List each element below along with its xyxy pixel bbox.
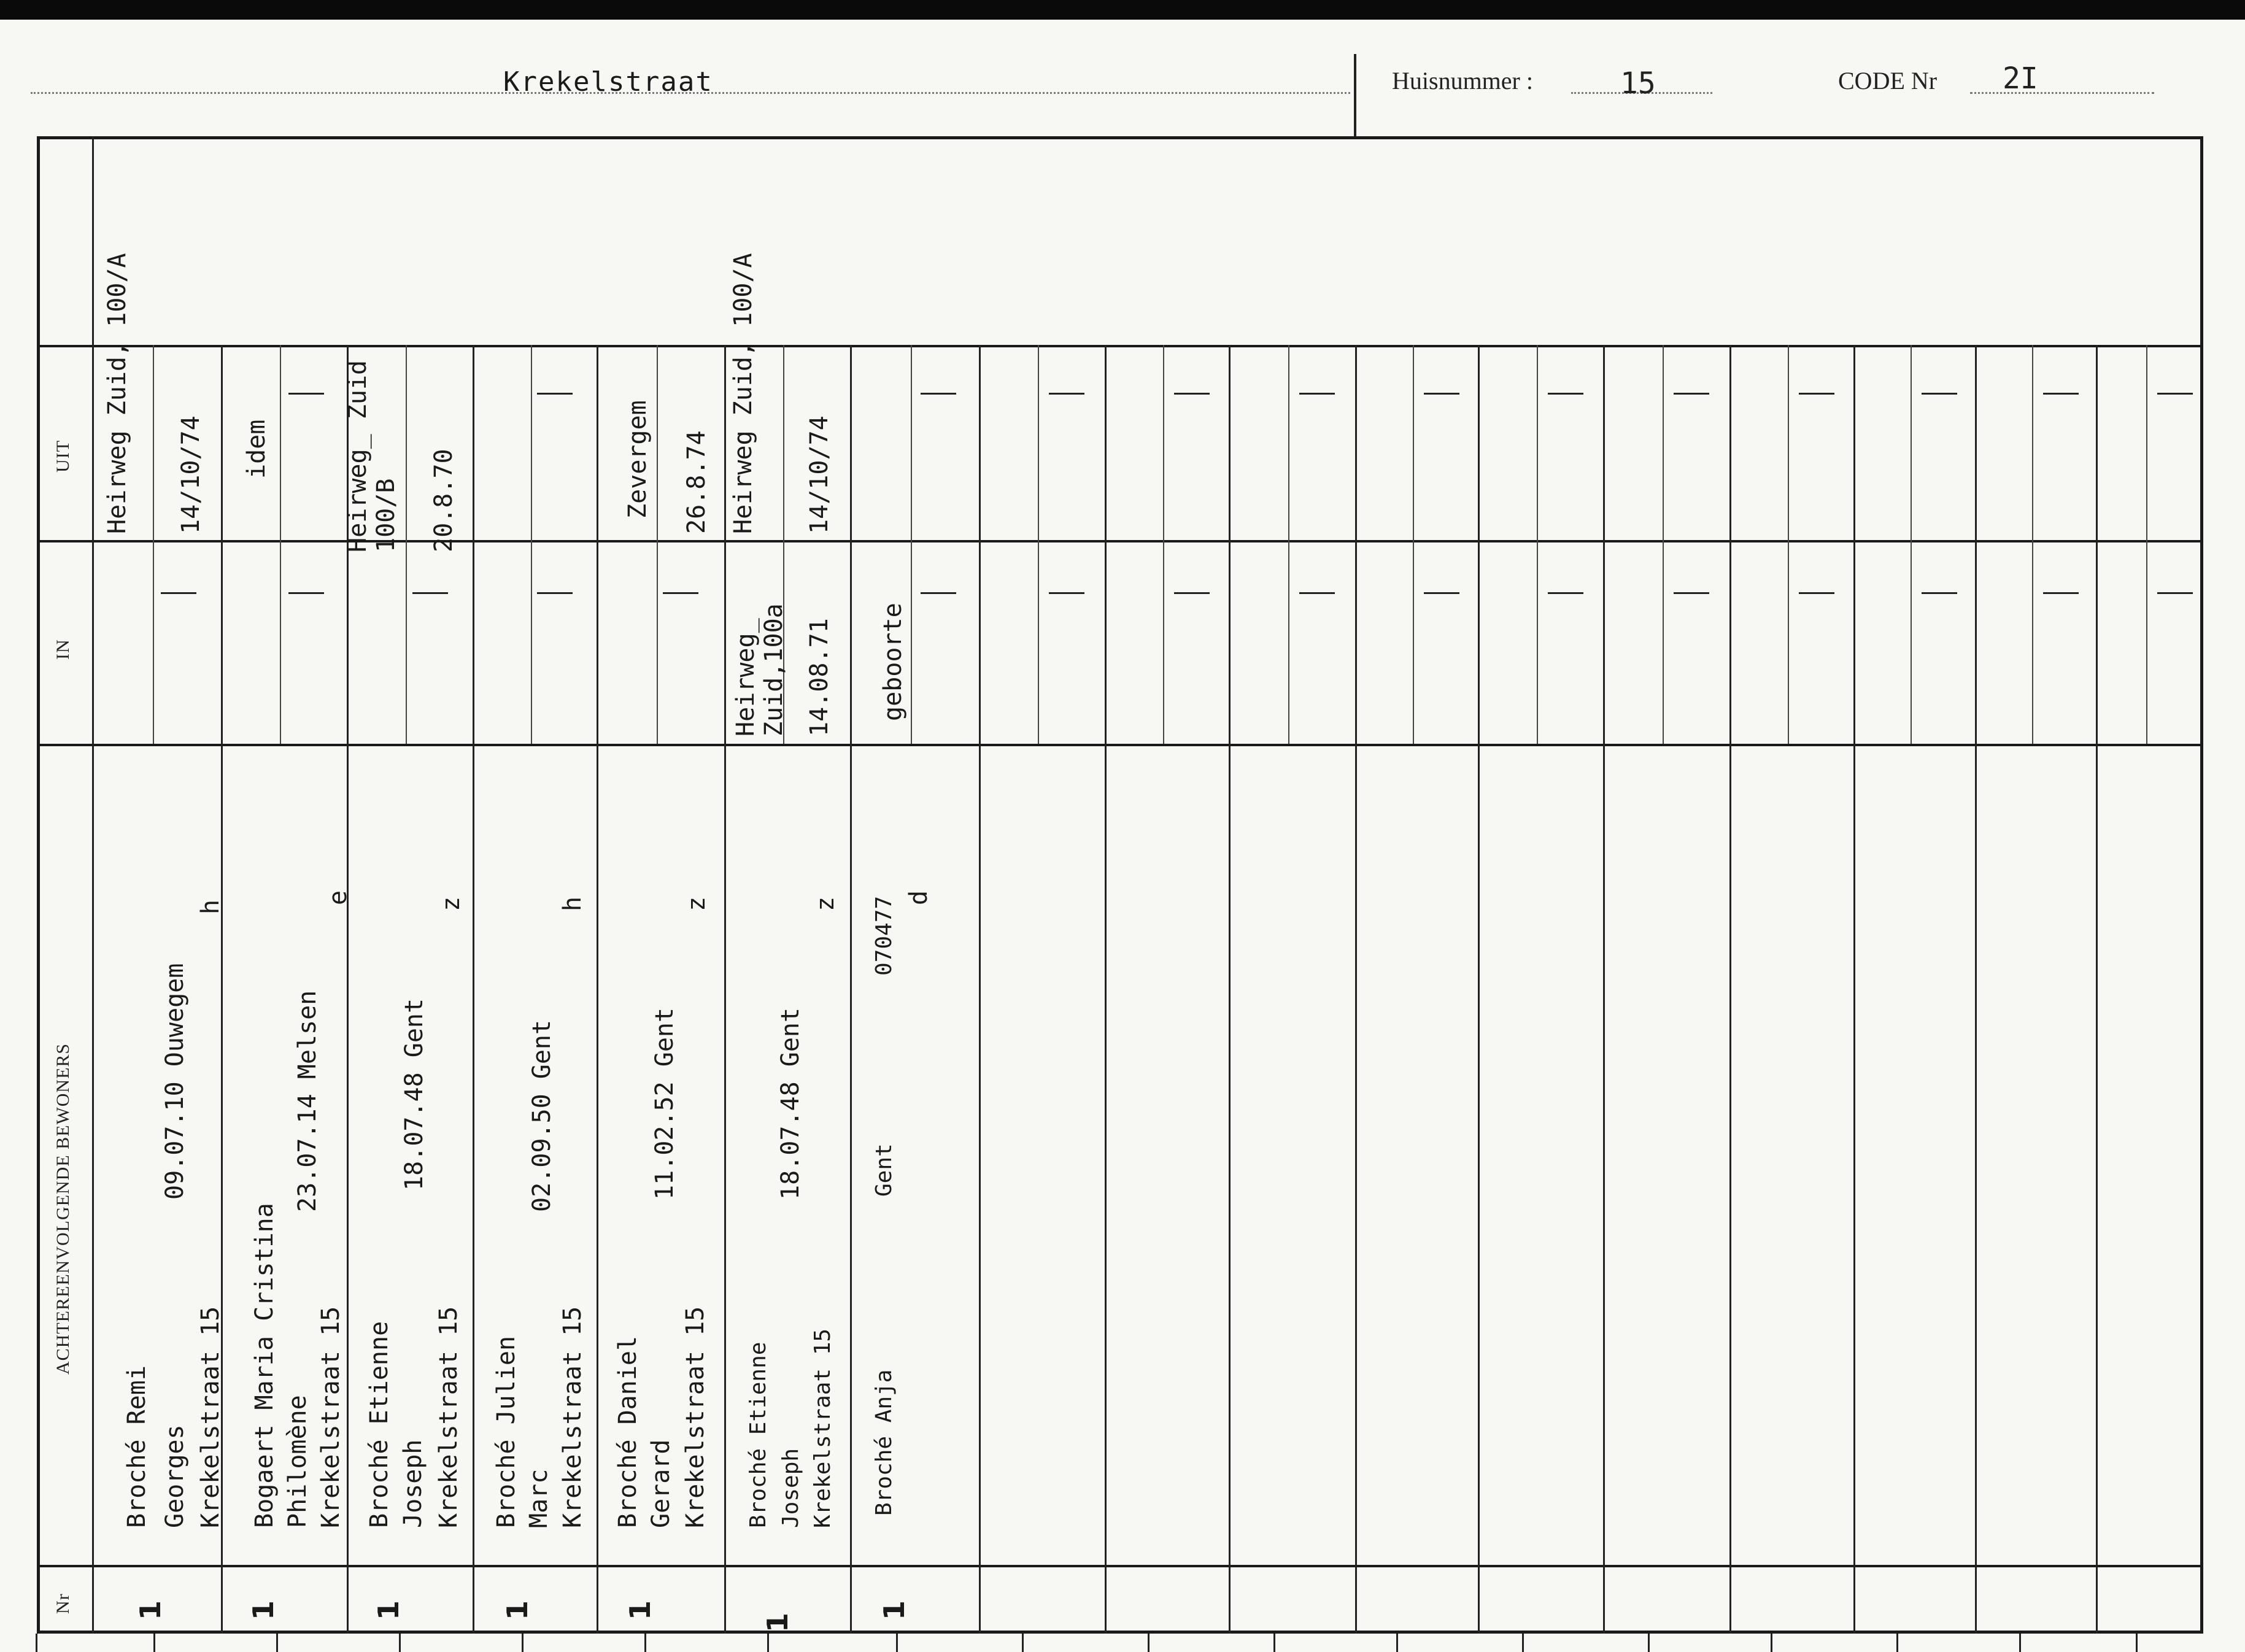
resident-nr: 1 [761, 1612, 794, 1632]
top-scan-edge [0, 0, 2245, 20]
empty-cell-dash [2043, 592, 2079, 594]
code-value: 2I [2003, 61, 2038, 96]
column-divider [1229, 345, 1231, 1634]
empty-cell-dash [921, 393, 956, 395]
in-date: 14.08.71 [805, 618, 833, 736]
code-label: CODE Nr [1838, 67, 1938, 95]
column-divider [1355, 345, 1357, 1634]
resident-address: Krekelstraat 15 [196, 1306, 225, 1528]
empty-cell-dash [537, 393, 573, 395]
bottom-tick [276, 1634, 278, 1652]
street-name: Krekelstraat [503, 66, 713, 98]
resident-birth: 11.02.52 Gent [651, 1007, 679, 1200]
resident-nr: 1 [247, 1600, 280, 1620]
resident-given-name: Joseph [778, 1448, 803, 1528]
huisnummer-label: Huisnummer : [1392, 67, 1533, 95]
cell-subdivider [1537, 345, 1538, 744]
cell-subdivider [406, 345, 407, 744]
column-divider [473, 345, 474, 1634]
empty-cell-dash [1424, 393, 1459, 395]
empty-cell-dash [412, 592, 448, 594]
bottom-tick [1771, 1634, 1772, 1652]
resident-name: Broché Remi [123, 1365, 151, 1528]
empty-cell-dash [1799, 393, 1834, 395]
resident-name: Broché Daniel [614, 1335, 642, 1528]
bottom-tick [1396, 1634, 1398, 1652]
cell-subdivider [657, 345, 658, 744]
empty-cell-dash [1424, 592, 1459, 594]
column-divider [979, 345, 981, 1634]
resident-given-name: Joseph [399, 1439, 427, 1528]
bottom-tick [399, 1634, 401, 1652]
cell-subdivider [1038, 345, 1039, 744]
resident-name: Broché Etienne [365, 1321, 393, 1528]
resident-nr: 1 [134, 1600, 167, 1620]
empty-cell-dash [1548, 393, 1583, 395]
cell-subdivider [1288, 345, 1289, 744]
resident-birth: 18.07.48 Gent [400, 998, 428, 1191]
resident-birth: 02.09.50 Gent [528, 1019, 556, 1212]
in-label: IN [53, 639, 73, 660]
cell-subdivider [1163, 345, 1164, 744]
uit-place: Zevergem [624, 400, 652, 519]
resident-extra: 070477 [871, 895, 897, 976]
empty-cell-dash [1174, 393, 1210, 395]
empty-cell-dash [1299, 592, 1335, 594]
bottom-tick [1273, 1634, 1275, 1652]
uit-place: idem [242, 419, 271, 479]
cell-subdivider [1663, 345, 1664, 744]
cell-subdivider [2146, 345, 2147, 744]
in-place: Heirweg_ Zuid,100a [732, 603, 788, 736]
uit-date: 14/10/74 [805, 415, 833, 534]
uit-date: 26.8.74 [682, 430, 711, 534]
grid-line-bewoners-top [37, 744, 2203, 746]
resident-birth: Gent [871, 1143, 897, 1197]
uit-place: Heirweg Zuid, 100/A [729, 253, 757, 534]
code-dotted-line [1970, 92, 2154, 94]
bottom-tick [1648, 1634, 1650, 1652]
header-divider [1354, 54, 1356, 137]
resident-given-name: Gerard [647, 1439, 675, 1528]
uit-label: UIT [53, 440, 73, 473]
column-divider [1105, 345, 1107, 1634]
bewoners-label: ACHTEREENVOLGENDE BEWONERS [53, 1043, 73, 1375]
cell-subdivider [2032, 345, 2033, 744]
resident-name: Broché Anja [871, 1369, 897, 1516]
resident-mark: z [682, 896, 711, 911]
empty-cell-dash [288, 592, 324, 594]
uit-place: Heirweg_ Zuid 100/B [344, 360, 400, 552]
column-divider [1603, 345, 1605, 1634]
cell-subdivider [280, 345, 281, 744]
resident-address: Krekelstraat 15 [317, 1306, 345, 1528]
cell-subdivider [153, 345, 154, 744]
bottom-tick [644, 1634, 646, 1652]
cell-subdivider [1911, 345, 1912, 744]
empty-cell-dash [1799, 592, 1834, 594]
column-divider [2096, 345, 2098, 1634]
resident-address: Krekelstraat 15 [558, 1306, 587, 1528]
uit-date: 14/10/74 [177, 415, 205, 534]
bottom-tick [36, 1634, 37, 1652]
column-divider [724, 345, 726, 1634]
empty-cell-dash [161, 592, 196, 594]
column-divider [850, 345, 852, 1634]
column-divider [1975, 345, 1977, 1634]
cell-subdivider [1788, 345, 1789, 744]
bottom-tick [522, 1634, 524, 1652]
empty-cell-dash [1674, 393, 1709, 395]
in-place: geboorte [879, 603, 907, 721]
resident-given-name: Marc [525, 1469, 553, 1528]
resident-name: Broché Etienne [746, 1341, 771, 1528]
empty-cell-dash [2157, 393, 2193, 395]
huisnummer-value: 15 [1620, 66, 1656, 101]
resident-nr: 1 [878, 1600, 911, 1620]
empty-cell-dash [1174, 592, 1210, 594]
empty-cell-dash [2043, 393, 2079, 395]
label-column-divider [92, 136, 94, 1634]
resident-mark: e [324, 890, 352, 905]
empty-cell-dash [1922, 393, 1957, 395]
bottom-tick [1022, 1634, 1024, 1652]
uit-place: Heirweg Zuid, 100/A [103, 253, 131, 534]
resident-birth: 09.07.10 Ouwegem [161, 963, 189, 1200]
empty-cell-dash [1922, 592, 1957, 594]
uit-date: 20.8.70 [430, 449, 458, 552]
empty-cell-dash [1049, 393, 1084, 395]
resident-given-name: Georges [161, 1424, 189, 1528]
nr-label: Nr [53, 1593, 73, 1614]
grid-line-nr-top [37, 1565, 2203, 1567]
column-divider [597, 345, 598, 1634]
bottom-tick [2019, 1634, 2021, 1652]
empty-cell-dash [921, 592, 956, 594]
bottom-tick [767, 1634, 769, 1652]
resident-nr: 1 [624, 1600, 657, 1620]
empty-cell-dash [663, 592, 698, 594]
resident-name: Bogaert Maria Cristina [250, 1203, 279, 1528]
bottom-tick [2136, 1634, 2138, 1652]
empty-cell-dash [537, 592, 573, 594]
bottom-tick [1148, 1634, 1150, 1652]
resident-nr: 1 [501, 1600, 534, 1620]
empty-cell-dash [1299, 393, 1335, 395]
resident-address: Krekelstraat 15 [810, 1328, 835, 1528]
empty-cell-dash [288, 393, 324, 395]
resident-name: Broché Julien [492, 1335, 520, 1528]
resident-mark: h [558, 896, 587, 911]
resident-mark: z [437, 896, 465, 911]
column-divider [1478, 345, 1480, 1634]
resident-mark: d [905, 890, 933, 905]
resident-mark: z [811, 896, 840, 911]
resident-nr: 1 [372, 1600, 405, 1620]
resident-address: Krekelstraat 15 [681, 1306, 709, 1528]
empty-cell-dash [1674, 592, 1709, 594]
grid-line-uit-top [37, 345, 2203, 347]
bottom-tick [1522, 1634, 1524, 1652]
resident-birth: 18.07.48 Gent [776, 1007, 805, 1200]
column-divider [1853, 345, 1855, 1634]
resident-birth: 23.07.14 Melsen [293, 990, 322, 1212]
bottom-tick [896, 1634, 898, 1652]
resident-mark: h [196, 899, 225, 914]
cell-subdivider [1413, 345, 1414, 744]
cell-subdivider [911, 345, 912, 744]
column-divider [1729, 345, 1731, 1634]
empty-cell-dash [2157, 592, 2193, 594]
empty-cell-dash [1049, 592, 1084, 594]
bottom-tick [153, 1634, 155, 1652]
bottom-tick [1896, 1634, 1898, 1652]
resident-given-name: Philomène [284, 1395, 312, 1528]
resident-address: Krekelstraat 15 [435, 1306, 463, 1528]
cell-subdivider [531, 345, 532, 744]
empty-cell-dash [1548, 592, 1583, 594]
